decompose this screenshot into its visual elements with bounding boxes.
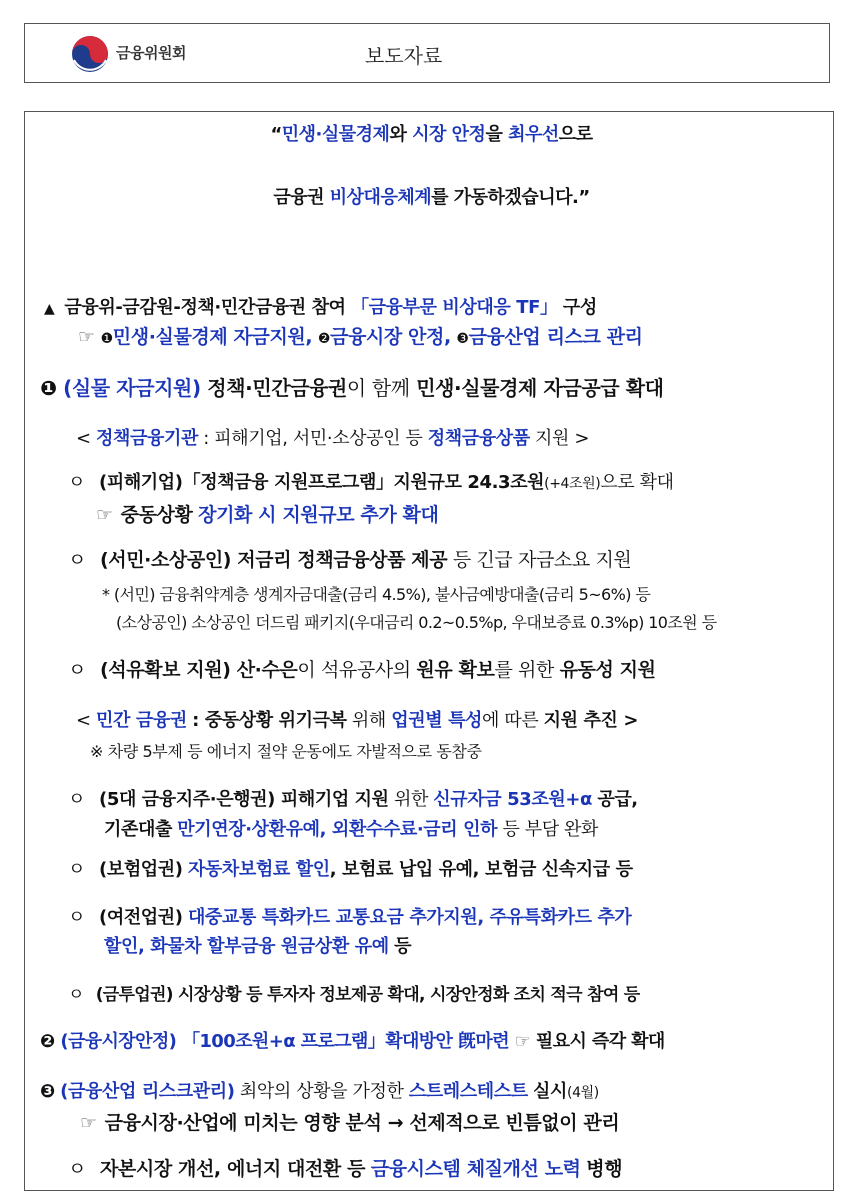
item-damaged-firms: ㅇ (피해기업)「정책금융 지원프로그램」지원규모 24.3조원(+4조원)으로 확대 <box>68 472 674 493</box>
item-damaged-sub: ☞ 중동상황 장기화 시 지원규모 추가 확대 <box>96 504 439 526</box>
pointer-hand-icon: ☞ <box>96 504 113 526</box>
private-finance-heading: < 민간 금융권 : 중동상황 위기극복 위해 업권별 특성에 따른 지원 추진 > <box>76 710 639 731</box>
item-card: ㅇ (여전업권) 대중교통 특화카드 교통요금 추가지원, 주유특화카드 추가 <box>68 907 632 928</box>
pointer-hand-icon: ☞ <box>78 326 95 348</box>
title-line-1: “민생·실물경제와 시장 안정을 최우선으로 <box>270 124 593 145</box>
item-card-line-2: 할인, 화물차 할부금융 원금상환 유예 등 <box>104 936 412 957</box>
overview-items: ☞ ❶민생·실물경제 자금지원, ❷금융시장 안정, ❸금융산업 리스크 관리 <box>78 326 643 348</box>
item-oil: ㅇ (석유확보 지원) 산·수은이 석유공사의 원유 확보를 위한 유동성 지원 <box>68 659 656 681</box>
policy-finance-heading: < 정책금융기관 : 피해기업, 서민·소상공인 등 정책금융상품 지원 > <box>76 428 589 449</box>
section-2-heading: ❷ (금융시장안정) 「100조원+α 프로그램」확대방안 旣마련 ☞ 필요시 즉각 확대 <box>40 1031 665 1052</box>
item-capital: ㅇ 자본시장 개선, 에너지 대전환 등 금융시스템 체질개선 노력 병행 <box>68 1158 623 1180</box>
government-logo <box>70 34 110 74</box>
overview-line: ▲ 금융위-금감원-정책·민간금융권 참여 「금융부문 비상대응 TF」 구성 <box>44 297 597 318</box>
item-banks: ㅇ (5대 금융지주·은행권) 피해기업 지원 위한 신규자금 53조원+α 공급, <box>68 789 638 810</box>
item-invest: ㅇ (금투업권) 시장상황 등 투자자 정보제공 확대, 시장안정화 조치 적극 참여 등 <box>68 985 640 1005</box>
title-line-2: 금융권 비상대응체계를 가동하겠습니다.” <box>273 187 590 208</box>
item-banks-line-2: 기존대출 만기연장·상환유예, 외환수수료·금리 인하 등 부담 완화 <box>104 819 599 840</box>
section-3-line-2: ☞ 금융시장·산업에 미치는 영향 분석 → 선제적으로 빈틈없이 관리 <box>80 1112 620 1134</box>
org-name: 금융위원회 <box>116 44 186 62</box>
pointer-hand-icon: ☞ <box>80 1112 97 1134</box>
section-3-heading: ❸ (금융산업 리스크관리) 최악의 상황을 가정한 스트레스테스트 실시(4월) <box>40 1081 599 1102</box>
item-smb: ㅇ (서민·소상공인) 저금리 정책금융상품 제공 등 긴급 자금소요 지원 <box>68 549 632 571</box>
item-insurance: ㅇ (보험업권) 자동차보험료 할인, 보험료 납입 유예, 보험금 신속지급 등 <box>68 859 633 880</box>
private-finance-note: ※ 차량 5부제 등 에너지 절약 운동에도 자발적으로 동참중 <box>90 742 482 761</box>
section-1-heading: ❶ (실물 자금지원) 정책·민간금융권이 함께 민생·실물경제 자금공급 확대 <box>40 376 664 400</box>
item-smb-note-1: * (서민) 금융취약계층 생계자금대출(금리 4.5%), 불사금예방대출(금리 5~6%) 등 <box>102 585 651 604</box>
pointer-hand-icon: ☞ <box>514 1031 531 1052</box>
item-smb-note-2: (소상공인) 소상공인 더드림 패키지(우대금리 0.2~0.5%p, 우대보증료 0.3%p) 10조원 등 <box>116 613 717 632</box>
doc-type: 보도자료 <box>365 44 443 68</box>
